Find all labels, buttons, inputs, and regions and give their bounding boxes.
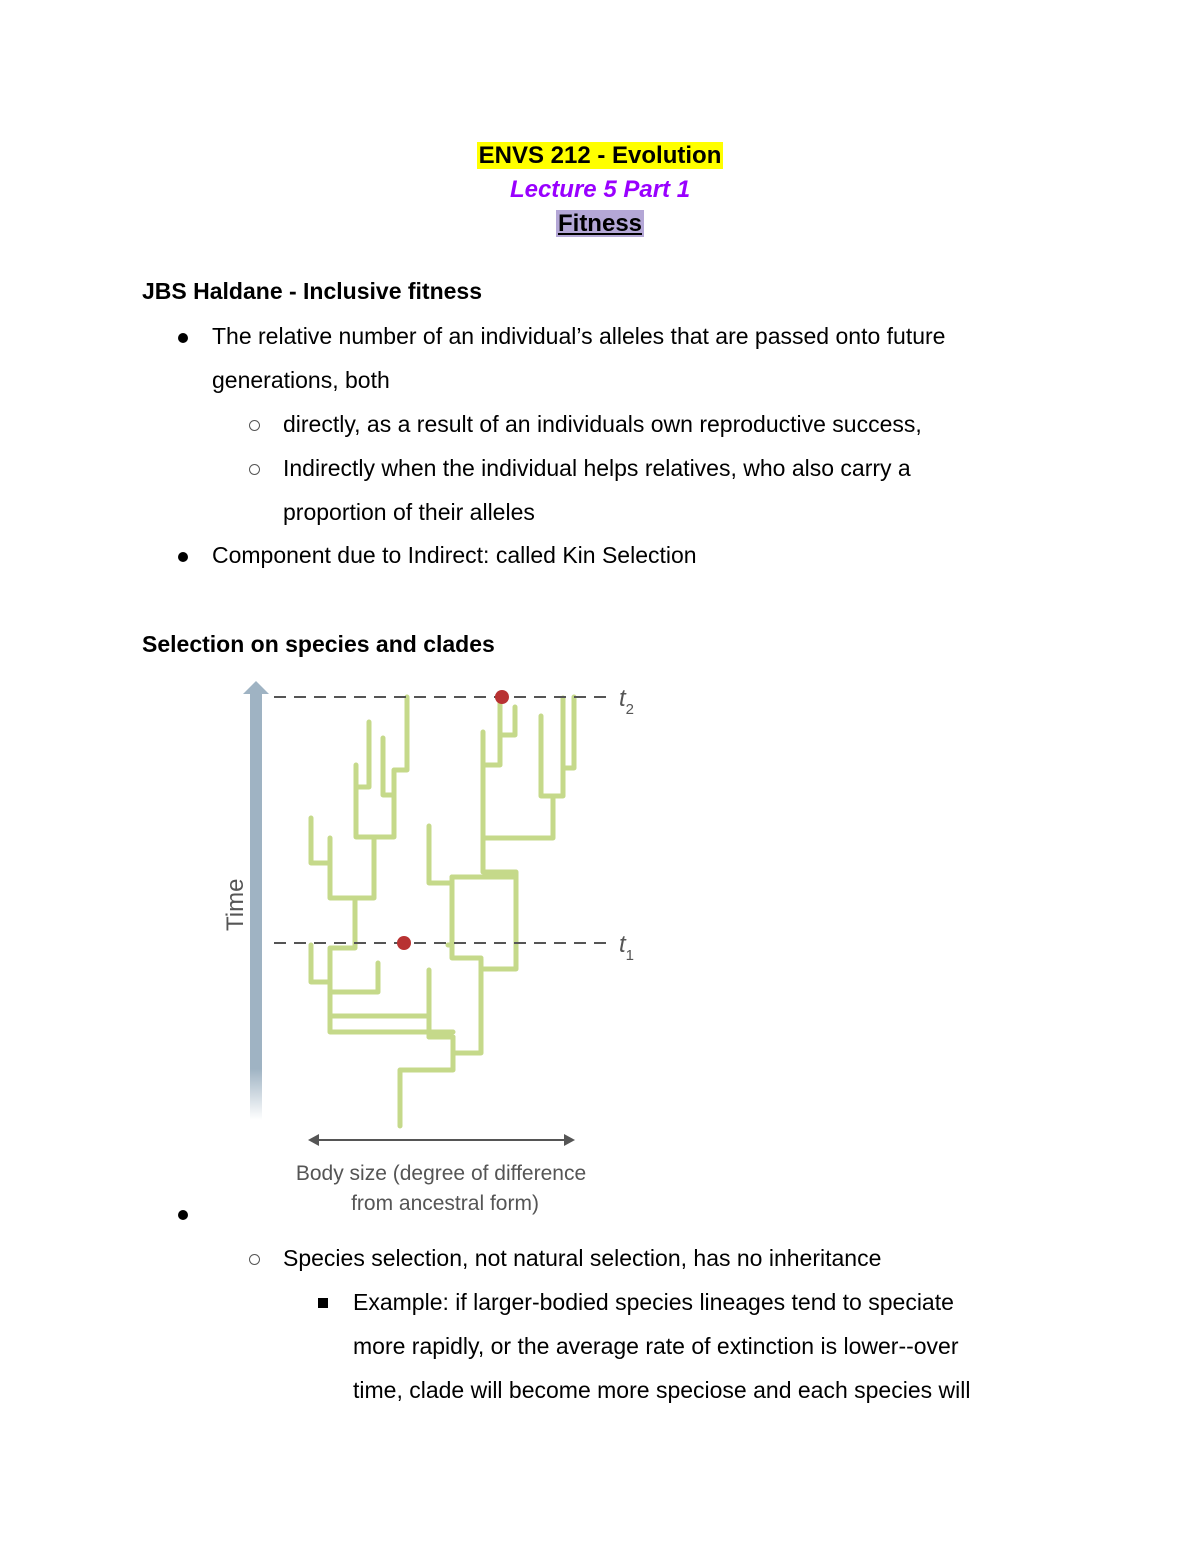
species-dot-t2 <box>495 690 509 704</box>
topic-title-text: Fitness <box>557 210 643 237</box>
sub-bullet-text-continued: proportion of their alleles <box>283 499 535 525</box>
bullet-disc <box>178 552 188 562</box>
section-heading-species-selection: Selection on species and clades <box>142 631 495 657</box>
bullet-text-continued: generations, both <box>212 367 390 393</box>
t1-label: $t_1$ <box>619 931 635 964</box>
body-size-arrowhead-right <box>564 1134 575 1146</box>
sub-bullet-circle <box>249 1254 260 1265</box>
example-text-continued: time, clade will become more speciose and each species will <box>353 1377 971 1403</box>
bullet-text: The relative number of an individual’s alleles that are passed onto future <box>212 323 946 349</box>
lecture-title: Lecture 5 Part 1 <box>509 176 691 203</box>
body-size-label-line1: Body size (degree of difference <box>295 1162 587 1185</box>
bullet-disc <box>178 333 188 343</box>
sub-sub-bullet-square <box>318 1298 328 1308</box>
sub-bullet-text: Indirectly when the individual helps relatives, who also carry a <box>283 455 911 481</box>
example-text: Example: if larger-bodied species lineages tend to speciate <box>353 1289 954 1315</box>
course-title <box>0 141 1200 171</box>
topic-title <box>0 209 1200 239</box>
body-size-arrowhead-left <box>308 1134 319 1146</box>
sub-bullet-circle <box>249 420 260 431</box>
section-heading-inclusive-fitness: JBS Haldane - Inclusive fitness <box>142 278 483 304</box>
phylogeny-branches <box>311 697 574 1126</box>
figure-bullet-disc <box>178 1210 188 1220</box>
sub-bullet-text: Species selection, not natural selection, has no inheritance <box>283 1245 882 1271</box>
course-title-text: ENVS 212 - Evolution <box>478 142 722 169</box>
time-axis-label: Time <box>222 878 249 931</box>
body-size-label-line2: from ancestral form) <box>351 1192 539 1215</box>
bullet-text: Component due to Indirect: called Kin Selection <box>212 542 697 568</box>
time-axis-bar <box>250 692 262 1120</box>
sub-bullet-circle <box>249 464 260 475</box>
phylogeny-figure <box>200 670 660 1220</box>
t2-label: $t_2$ <box>619 685 635 718</box>
time-axis-arrowhead <box>243 681 269 694</box>
sub-bullet-text: directly, as a result of an individuals own reproductive success, <box>283 411 922 437</box>
species-dot-t1 <box>397 936 411 950</box>
example-text-continued: more rapidly, or the average rate of extinction is lower--over <box>353 1333 959 1359</box>
